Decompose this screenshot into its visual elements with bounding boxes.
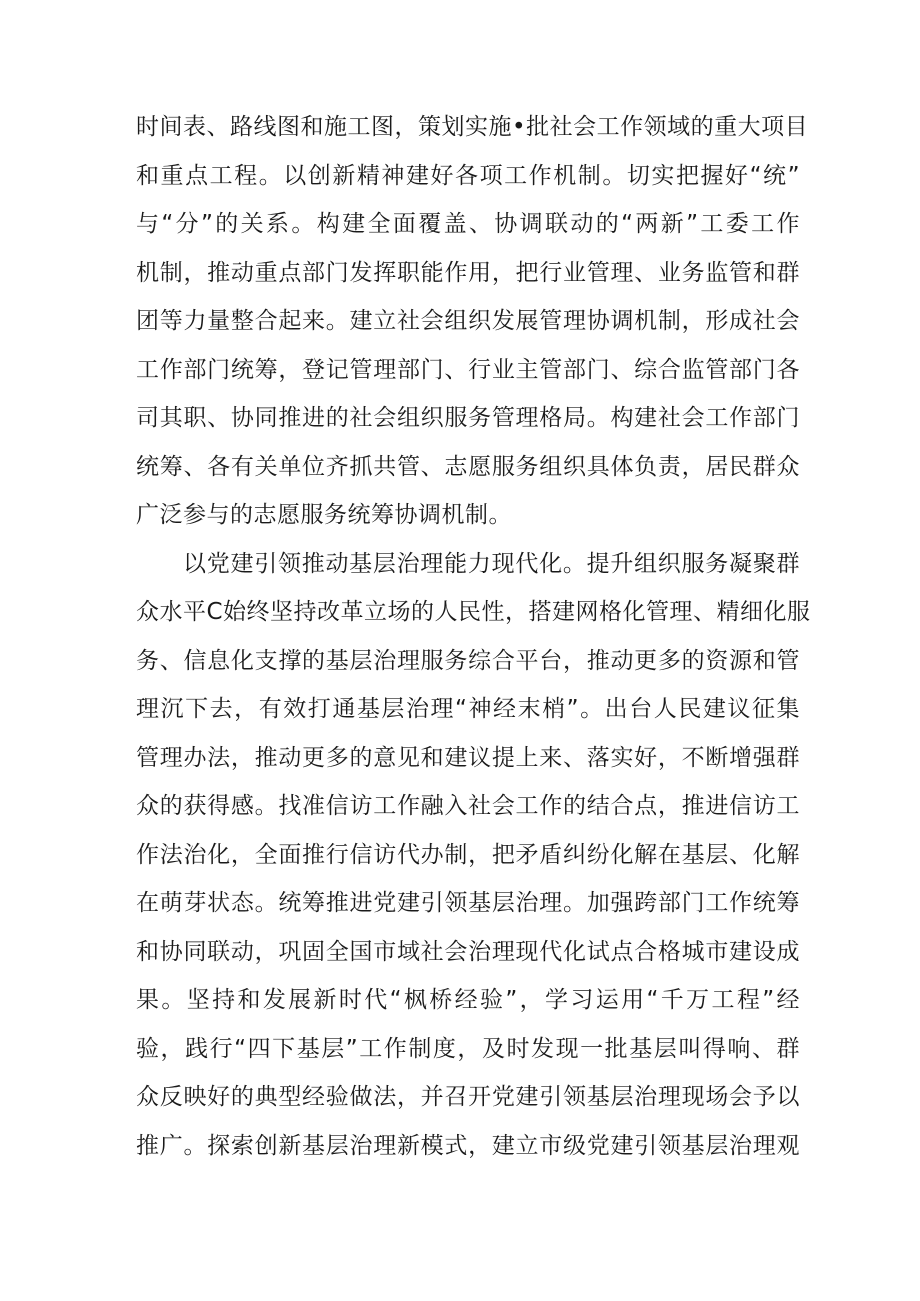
text-line: 在萌芽状态。统筹推进党建引领基层治理。加强跨部门工作统筹 <box>136 890 800 916</box>
text-line: 管理办法，推动更多的意见和建议提上来、落实好，不断增强群 <box>136 744 800 771</box>
text-line: 时间表、路线图和施工图，策划实施•批社会工作领域的重大项目 <box>136 114 809 140</box>
text-line: 与“分”的关系。构建全面覆盖、协调联动的“两新”工委工作 <box>136 211 800 237</box>
document-page <box>136 103 811 1170</box>
text-line: 理沉下去，有效打通基层治理“神经末梢”。出台人民建议征集 <box>136 696 800 722</box>
text-line: 众水平C始终坚持改革立场的人民性，搭建网格化管理、精细化服 <box>136 599 811 625</box>
text-line: 果。坚持和发展新时代“枫桥经验”，学习运用“千万工程”经 <box>136 987 800 1013</box>
text-line: 作法治化，全面推行信访代办制，把矛盾纠纷化解在基层、化解 <box>136 841 800 868</box>
text-line: 广泛参与的志愿服务统筹协调机制。 <box>136 502 512 528</box>
paragraph-1 <box>136 103 809 540</box>
text-line: 司其职、协同推进的社会组织服务管理格局。构建社会工作部门 <box>136 405 800 431</box>
paragraph-2 <box>136 540 811 1171</box>
text-line: 以党建引领推动基层治理能力现代化。提升组织服务凝聚群 <box>183 550 800 577</box>
text-line: 统筹、各有关单位齐抓共管、志愿服务组织具体负责，居民群众 <box>136 453 800 480</box>
text-line: 众反映好的典型经验做法，并召开党建引领基层治理现场会予以 <box>136 1084 800 1110</box>
text-line: 和重点工程。以创新精神建好各项工作机制。切实把握好“统” <box>136 162 800 189</box>
text-line: 验，践行“四下基层”工作制度，及时发现一批基层叫得响、群 <box>136 1035 800 1062</box>
text-line: 务、信息化支撑的基层治理服务综合平台，推动更多的资源和管 <box>136 647 800 674</box>
text-line: 团等力量整合起来。建立社会组织发展管理协调机制，形成社会 <box>136 308 800 334</box>
text-line: 工作部门统筹，登记管理部门、行业主管部门、综合监管部门各 <box>136 356 800 383</box>
text-line: 和协同联动，巩固全国市域社会治理现代化试点合格城市建设成 <box>136 938 800 965</box>
text-line: 推广。探索创新基层治理新模式，建立市级党建引领基层治理观 <box>136 1132 800 1159</box>
text-line: 机制，推动重点部门发挥职能作用，把行业管理、业务监管和群 <box>136 259 800 286</box>
text-line: 众的获得感。找准信访工作融入社会工作的结合点，推进信访工 <box>136 793 800 819</box>
